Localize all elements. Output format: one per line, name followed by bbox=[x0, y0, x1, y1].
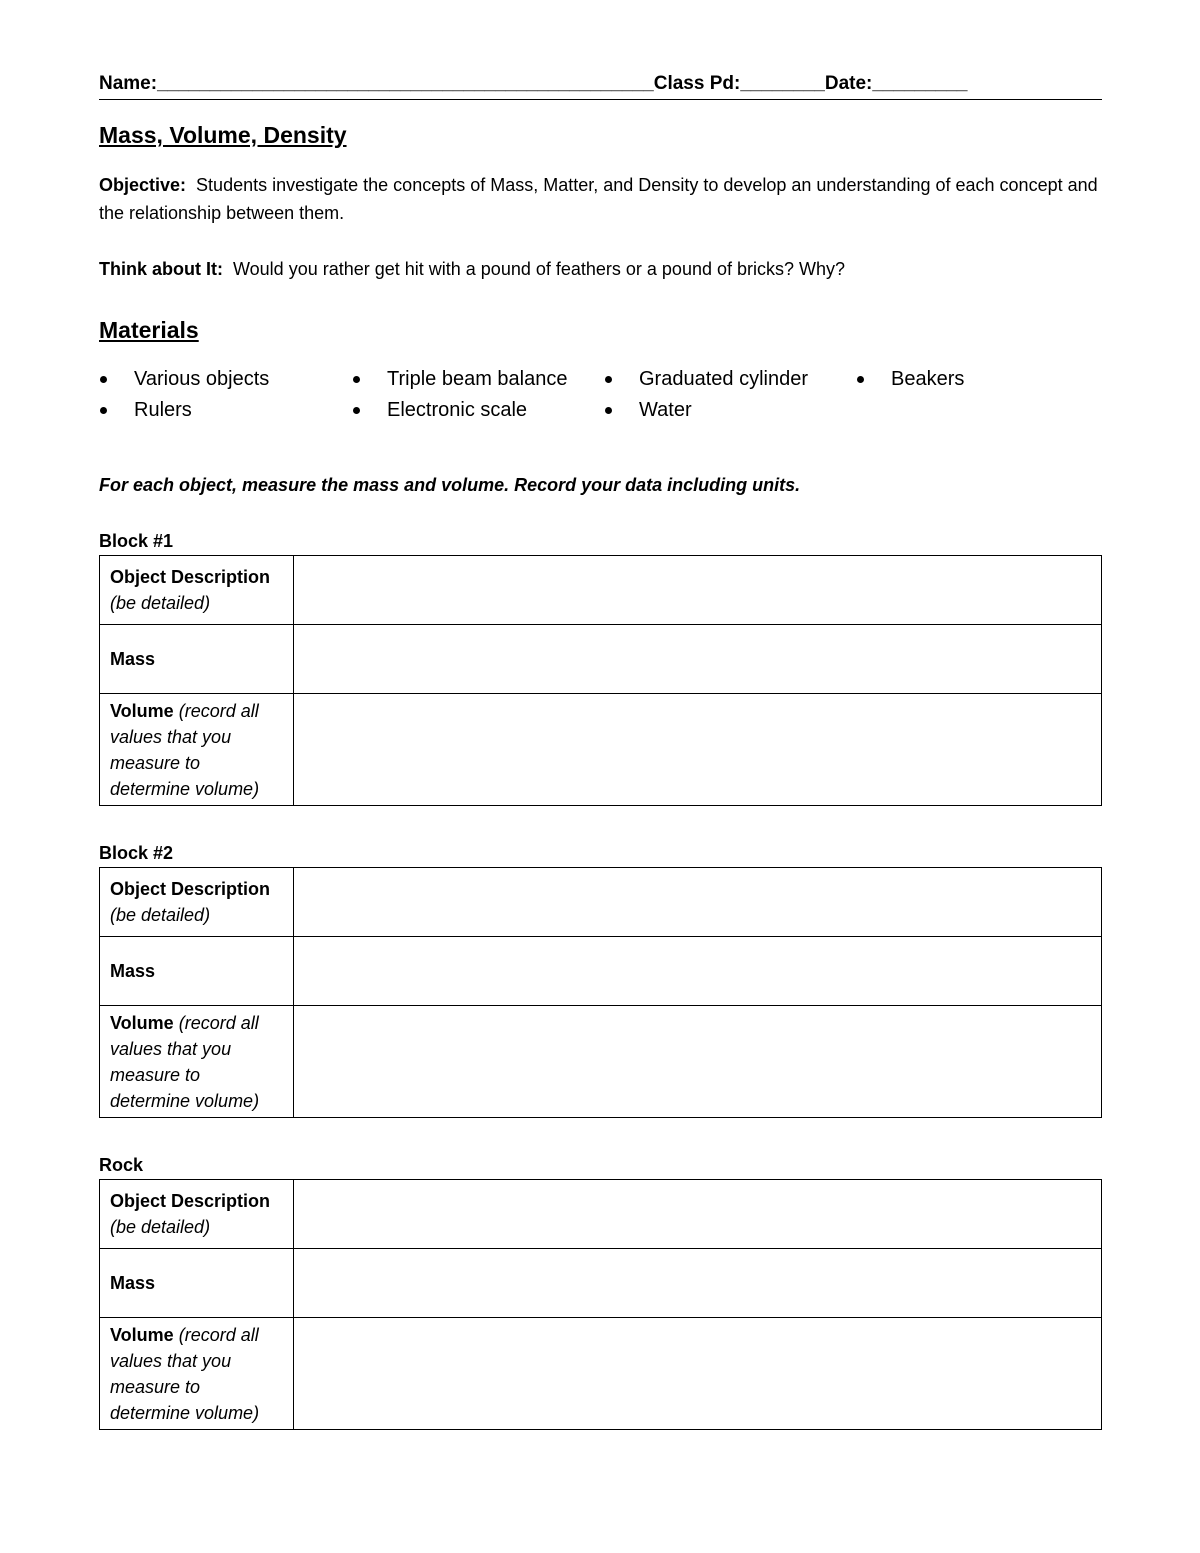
bullet-icon bbox=[100, 407, 107, 414]
bullet-icon bbox=[605, 407, 612, 414]
materials-list bbox=[99, 365, 1102, 429]
bullet-icon bbox=[857, 376, 864, 383]
volume-entry-cell[interactable] bbox=[294, 1006, 1102, 1118]
table-row bbox=[100, 1006, 1102, 1118]
page-title: Mass, Volume, Density bbox=[99, 122, 347, 148]
material-label: Rulers bbox=[134, 399, 192, 421]
list-item bbox=[639, 365, 808, 393]
table-row bbox=[100, 937, 1102, 1006]
volume-label: Volume bbox=[110, 1324, 174, 1345]
mass-entry-cell[interactable] bbox=[294, 937, 1102, 1006]
description-sublabel: (be detailed) bbox=[110, 1217, 211, 1237]
table-row bbox=[100, 625, 1102, 694]
material-label: Various objects bbox=[134, 368, 270, 390]
bullet-icon bbox=[353, 376, 360, 383]
volume-label: Volume bbox=[110, 1012, 174, 1033]
volume-entry-cell[interactable] bbox=[294, 1318, 1102, 1430]
table-row bbox=[100, 694, 1102, 806]
material-label: Water bbox=[639, 399, 692, 421]
list-item bbox=[891, 365, 964, 393]
bullet-icon bbox=[605, 376, 612, 383]
description-entry-cell[interactable] bbox=[294, 556, 1102, 625]
volume-sublabel: (record all values that you measure to determine volume) bbox=[110, 1012, 260, 1111]
mass-label: Mass bbox=[110, 649, 156, 669]
objective-text: Students investigate the concepts of Mass, Matter, and Density to develop an understanding of each concept and the relationship between them. bbox=[99, 175, 1098, 223]
volume-label-cell bbox=[100, 694, 294, 806]
bullet-icon bbox=[353, 407, 360, 414]
think-about-it-paragraph bbox=[99, 256, 1102, 282]
description-sublabel: (be detailed) bbox=[110, 593, 211, 613]
list-item bbox=[639, 396, 692, 424]
think-label: Think about It: bbox=[99, 259, 223, 279]
name-label: Name: bbox=[99, 73, 158, 94]
material-label: Electronic scale bbox=[387, 399, 528, 421]
block-1-table bbox=[99, 555, 1102, 806]
table-row bbox=[100, 1318, 1102, 1430]
list-item bbox=[134, 396, 192, 424]
bullet-icon bbox=[100, 376, 107, 383]
mass-entry-cell[interactable] bbox=[294, 1249, 1102, 1318]
table-row bbox=[100, 556, 1102, 625]
mass-label-cell bbox=[100, 1249, 294, 1318]
description-label-cell bbox=[100, 1180, 294, 1249]
block-1-label: Block #1 bbox=[99, 531, 174, 551]
header-line bbox=[99, 72, 1102, 100]
table-row bbox=[100, 1180, 1102, 1249]
volume-entry-cell[interactable] bbox=[294, 694, 1102, 806]
description-label: Object Description bbox=[110, 879, 271, 899]
mass-entry-cell[interactable] bbox=[294, 625, 1102, 694]
table-row bbox=[100, 1249, 1102, 1318]
name-blank[interactable]: _______________________________________________ bbox=[157, 73, 654, 94]
mass-label-cell bbox=[100, 625, 294, 694]
list-item bbox=[387, 365, 567, 393]
material-label: Graduated cylinder bbox=[639, 368, 808, 390]
materials-heading: Materials bbox=[99, 317, 199, 343]
class-period-label: Class Pd: bbox=[653, 73, 741, 94]
date-blank[interactable]: _________ bbox=[872, 73, 968, 94]
think-text: Would you rather get hit with a pound of feathers or a pound of bricks? Why? bbox=[233, 259, 846, 279]
material-label: Beakers bbox=[891, 368, 965, 390]
block-2-label: Block #2 bbox=[99, 843, 174, 863]
description-label-cell bbox=[100, 556, 294, 625]
list-item bbox=[134, 365, 269, 393]
description-entry-cell[interactable] bbox=[294, 868, 1102, 937]
class-period-blank[interactable]: ________ bbox=[740, 73, 825, 94]
block-2-table bbox=[99, 867, 1102, 1118]
mass-label: Mass bbox=[110, 1273, 156, 1293]
description-label-cell bbox=[100, 868, 294, 937]
objective-label: Objective: bbox=[99, 175, 187, 195]
objective-paragraph bbox=[99, 171, 1102, 227]
material-label: Triple beam balance bbox=[387, 368, 568, 390]
volume-label: Volume bbox=[110, 700, 174, 721]
mass-label-cell bbox=[100, 937, 294, 1006]
description-label: Object Description bbox=[110, 1191, 271, 1211]
volume-label-cell bbox=[100, 1006, 294, 1118]
list-item bbox=[387, 396, 527, 424]
volume-sublabel: (record all values that you measure to determine volume) bbox=[110, 700, 260, 799]
volume-label-cell bbox=[100, 1318, 294, 1430]
mass-label: Mass bbox=[110, 961, 156, 981]
instruction-text: For each object, measure the mass and volume. Record your data including units. bbox=[99, 475, 801, 495]
volume-sublabel: (record all values that you measure to determine volume) bbox=[110, 1324, 260, 1423]
rock-table bbox=[99, 1179, 1102, 1430]
description-entry-cell[interactable] bbox=[294, 1180, 1102, 1249]
date-label: Date: bbox=[824, 73, 873, 94]
table-row bbox=[100, 868, 1102, 937]
description-sublabel: (be detailed) bbox=[110, 905, 211, 925]
rock-label: Rock bbox=[99, 1155, 144, 1175]
description-label: Object Description bbox=[110, 567, 271, 587]
